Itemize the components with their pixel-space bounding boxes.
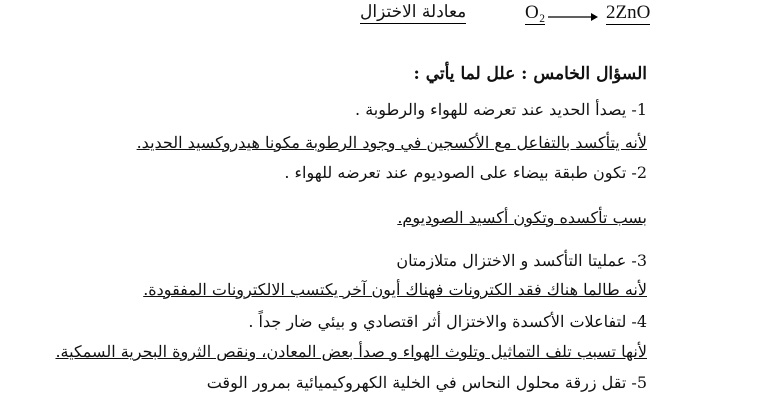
reaction-arrow-icon: [548, 12, 598, 22]
question-1: 1- يصدأ الحديد عند تعرضه للهواء والرطوبة .: [355, 100, 647, 119]
section-heading: السؤال الخامس : علل لما يأتي :: [413, 64, 647, 84]
equation-reactant: O₂: [525, 2, 546, 23]
question-2: 2- تكون طبقة بيضاء على الصوديوم عند تعرضه للهواء .: [284, 163, 647, 182]
answer-2: بسب تأكسده وتكون أكسيد الصوديوم.: [397, 208, 647, 227]
question-4: 4- لتفاعلات الأكسدة والاختزال أثر اقتصادي و بيئي ضار جداً .: [248, 312, 647, 331]
question-5: 5- تقل زرقة محلول النحاس في الخلية الكهروكيميائية بمرور الوقت: [206, 373, 647, 392]
answer-3: لأنه طالما هناك فقد الكترونات فهناك أيون آخر يكتسب الالكترونات المفقودة.: [143, 280, 647, 299]
equation-label: معادلة الاختزال: [360, 2, 467, 22]
answer-1: لأنه يتأكسد بالتفاعل مع الأكسجين في وجود الرطوبة مكونا هيدروكسيد الحديد.: [136, 133, 647, 152]
answer-4: لأنها تسبب تلف التماثيل وتلوث الهواء و صدأ بعض المعادن، ونقص الثروة البحرية السمكية.: [55, 342, 647, 361]
question-3: 3- عمليتا التأكسد و الاختزال متلازمتان: [396, 251, 647, 270]
equation-product: 2ZnO: [606, 2, 651, 23]
